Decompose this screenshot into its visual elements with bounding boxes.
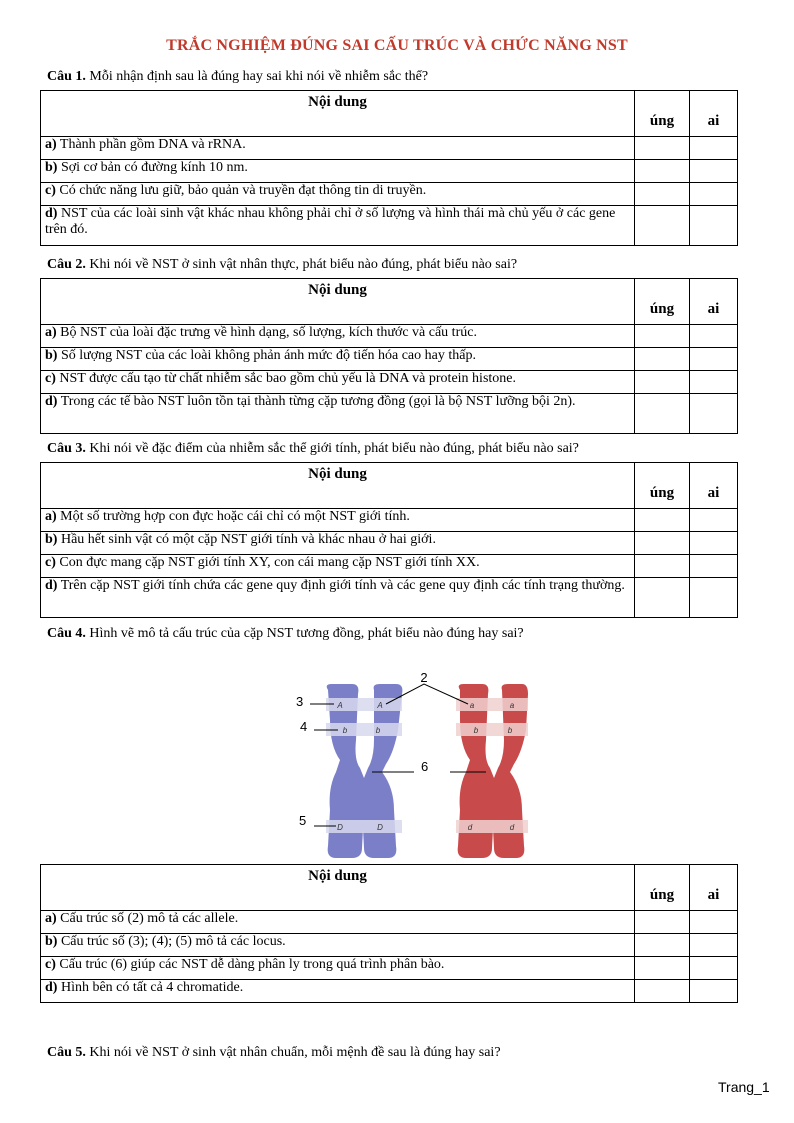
answer-false-cell[interactable] <box>690 532 738 555</box>
allele-label: b <box>507 726 513 735</box>
figure-number: 5 <box>299 813 307 828</box>
allele-label: a <box>469 701 475 710</box>
table-row: a) Cấu trúc số (2) mô tả các allele. <box>41 911 738 934</box>
answer-true-cell[interactable] <box>635 509 690 532</box>
false-header: ai <box>690 865 738 911</box>
content-header: Nội dung <box>41 463 635 509</box>
answer-false-cell[interactable] <box>690 137 738 160</box>
allele-label: A <box>377 701 383 710</box>
answer-true-cell[interactable] <box>635 555 690 578</box>
question-4 <box>47 626 524 642</box>
question-text: Mỗi nhận định sau là đúng hay sai khi nói về nhiễm sắc thể? <box>85 69 429 84</box>
answer-false-cell[interactable] <box>690 160 738 183</box>
question-3 <box>47 441 579 457</box>
table-row: b) Sợi cơ bản có đường kính 10 nm. <box>41 160 738 183</box>
answer-false-cell[interactable] <box>690 578 738 618</box>
answer-true-cell[interactable] <box>635 911 690 934</box>
content-header: Nội dung <box>41 91 635 137</box>
table-row: b) Hầu hết sinh vật có một cặp NST giới tính và khác nhau ở hai giới. <box>41 532 738 555</box>
answer-true-cell[interactable] <box>635 137 690 160</box>
table-row: c) Có chức năng lưu giữ, bảo quản và truyền đạt thông tin di truyền. <box>41 183 738 206</box>
page-number: Trang_1 <box>718 1079 770 1095</box>
true-header: úng <box>635 279 690 325</box>
question-text: Khi nói về NST ở sinh vật nhân chuẩn, mỗi mệnh đề sau là đúng hay sai? <box>85 1045 501 1060</box>
answer-false-cell[interactable] <box>690 980 738 1003</box>
question-3-table <box>40 462 738 618</box>
table-row: c) NST được cấu tạo từ chất nhiễm sắc bao gồm chủ yếu là DNA và protein histone. <box>41 371 738 394</box>
allele-label: d <box>509 823 515 832</box>
question-number: Câu 4. <box>47 626 86 641</box>
question-2-table <box>40 278 738 434</box>
answer-true-cell[interactable] <box>635 957 690 980</box>
answer-false-cell[interactable] <box>690 206 738 246</box>
question-1-table <box>40 90 738 246</box>
question-number: Câu 2. <box>47 257 86 272</box>
answer-true-cell[interactable] <box>635 394 690 434</box>
answer-true-cell[interactable] <box>635 980 690 1003</box>
true-header: úng <box>635 865 690 911</box>
answer-false-cell[interactable] <box>690 555 738 578</box>
question-1 <box>47 69 428 85</box>
table-row: d) Trong các tế bào NST luôn tồn tại thành từng cặp tương đồng (gọi là bộ NST lưỡng bội 2n). <box>41 394 738 434</box>
table-row: a) Một số trường hợp con đực hoặc cái chỉ có một NST giới tính. <box>41 509 738 532</box>
question-2 <box>47 257 517 273</box>
allele-label: D <box>337 823 343 832</box>
table-row: a) Thành phần gồm DNA và rRNA. <box>41 137 738 160</box>
false-header: ai <box>690 279 738 325</box>
false-header: ai <box>690 91 738 137</box>
answer-false-cell[interactable] <box>690 183 738 206</box>
answer-true-cell[interactable] <box>635 532 690 555</box>
table-row: c) Con đực mang cặp NST giới tính XY, con cái mang cặp NST giới tính XX. <box>41 555 738 578</box>
allele-label: D <box>377 823 383 832</box>
allele-label: b <box>375 726 381 735</box>
content-header: Nội dung <box>41 279 635 325</box>
allele-label: b <box>473 726 479 735</box>
table-row: b) Cấu trúc số (3); (4); (5) mô tả các locus. <box>41 934 738 957</box>
answer-true-cell[interactable] <box>635 183 690 206</box>
answer-true-cell[interactable] <box>635 160 690 183</box>
answer-true-cell[interactable] <box>635 325 690 348</box>
content-header: Nội dung <box>41 865 635 911</box>
answer-true-cell[interactable] <box>635 206 690 246</box>
answer-false-cell[interactable] <box>690 911 738 934</box>
allele-label: d <box>467 823 473 832</box>
table-row: d) Hình bên có tất cả 4 chromatide. <box>41 980 738 1003</box>
answer-false-cell[interactable] <box>690 325 738 348</box>
answer-true-cell[interactable] <box>635 371 690 394</box>
answer-true-cell[interactable] <box>635 934 690 957</box>
question-text: Hình vẽ mô tả cấu trúc của cặp NST tương đồng, phát biểu nào đúng hay sai? <box>85 626 524 641</box>
question-number: Câu 3. <box>47 441 86 456</box>
question-5 <box>47 1045 501 1061</box>
answer-false-cell[interactable] <box>690 934 738 957</box>
question-number: Câu 1. <box>47 69 86 84</box>
question-text: Khi nói về đặc điểm của nhiễm sắc thể giới tính, phát biểu nào đúng, phát biểu nào sai? <box>85 441 579 456</box>
true-header: úng <box>635 91 690 137</box>
table-row: a) Bộ NST của loài đặc trưng về hình dạng, số lượng, kích thước và cấu trúc. <box>41 325 738 348</box>
chromosome-pair-figure <box>290 660 530 865</box>
answer-false-cell[interactable] <box>690 509 738 532</box>
true-header: úng <box>635 463 690 509</box>
answer-false-cell[interactable] <box>690 394 738 434</box>
table-row: d) Trên cặp NST giới tính chứa các gene quy định giới tính và các gene quy định các tính trạng thường. <box>41 578 738 618</box>
question-4-table <box>40 864 738 1003</box>
figure-number: 2 <box>420 670 428 685</box>
answer-false-cell[interactable] <box>690 371 738 394</box>
allele-label: a <box>509 701 515 710</box>
allele-label: b <box>342 726 348 735</box>
false-header: ai <box>690 463 738 509</box>
figure-number: 3 <box>296 694 304 709</box>
answer-true-cell[interactable] <box>635 348 690 371</box>
page-title: TRẮC NGHIỆM ĐÚNG SAI CẤU TRÚC VÀ CHỨC NĂNG NST <box>166 37 628 54</box>
figure-number: 4 <box>300 719 308 734</box>
table-row: b) Số lượng NST của các loài không phản ánh mức độ tiến hóa cao hay thấp. <box>41 348 738 371</box>
figure-number: 6 <box>421 759 429 774</box>
answer-false-cell[interactable] <box>690 348 738 371</box>
answer-false-cell[interactable] <box>690 957 738 980</box>
table-row: d) NST của các loài sinh vật khác nhau không phải chỉ ở số lượng và hình thái mà chủ yếu ở các gene trên đó. <box>41 206 738 246</box>
allele-label: A <box>337 701 343 710</box>
answer-true-cell[interactable] <box>635 578 690 618</box>
question-number: Câu 5. <box>47 1045 86 1060</box>
table-row: c) Cấu trúc (6) giúp các NST dễ dàng phân ly trong quá trình phân bào. <box>41 957 738 980</box>
question-text: Khi nói về NST ở sinh vật nhân thực, phát biểu nào đúng, phát biểu nào sai? <box>85 257 518 272</box>
